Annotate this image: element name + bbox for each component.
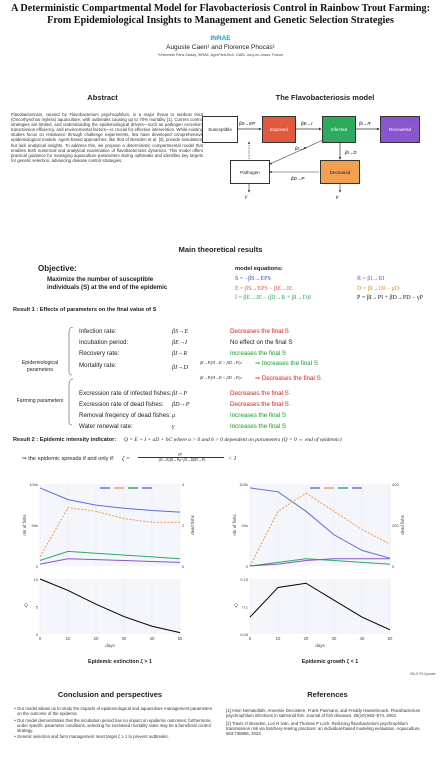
zeta-rhs: < 1 [228,456,237,462]
row-sym: βD→P [172,401,190,408]
title-line-1: A Deterministic Compartmental Model for Flavobacteriosis Control in Rainbow Trout Farming: [11,3,430,14]
authors: Auguste Caen¹ and Florence Phocas¹ [166,44,275,51]
diagram-arrows [195,110,430,200]
label-e-i: βE→I [301,121,313,126]
label-s-e: βS→EP [239,121,256,126]
mortality-effect-1: ⇒ Increases the final S [255,360,318,367]
objective-label: Objective: [38,264,77,273]
row-effect: Increases the final S [230,412,287,419]
reference-item: [1] Amin Nematollahi, Annemie Decostere, Frank Pasmans, and Freddy Haesebrouck. Flavobacterium psychrophilum infections in salmonid fish. Journal of fish diseases, 26(10):563–574, 2003. [226,708,421,719]
y-tick-label: 100k [239,482,248,487]
theory-heading: Main theoretical results [178,245,263,254]
conclusion-item: • Genetic selection and farm management must target ζ ≥ 1 to prevent outbreaks. [17,734,215,739]
exposed-box: Exposed [262,116,296,143]
recovered-box: Recovered [380,116,420,143]
eq-r: Ṙ = βI→RI [357,276,385,282]
group-farm: Farming parameters [16,398,64,404]
x-tick-label: 20 [303,636,309,641]
y2-tick-label: 400 [392,482,399,487]
q-tick-label: 10 [33,577,38,582]
row-name: Excression rate of dead fishes: [79,401,164,408]
q-axis-label: Q [234,602,238,608]
row-effect: Decreases the final S [230,401,289,408]
eq-s: Ṡ = −βS→EPS [235,276,271,282]
q-tick-label: 0.05 [240,632,248,637]
y2-tick-label: 200 [392,523,399,528]
q-tick-label: 0.15 [240,577,248,582]
equations-left [235,275,311,304]
y-tick-label: 0 [35,564,38,569]
conclusion-list [0,706,215,741]
row-name: Removal freqency of dead fishes: [79,412,171,419]
row-effect: Decreases the final S [230,328,289,335]
x-tick-label: 40 [359,636,365,641]
row-effect: Increases the final S [230,423,287,430]
inrae-logo: INRAE [210,35,231,42]
plot-q-panel [250,579,390,634]
row-name: Excression rate of infected fishes: [79,390,172,397]
row-name: Incubation period: [79,339,129,346]
label-mu: μ [336,194,339,199]
q-tick-label: 0.1 [242,604,248,610]
x-tick-label: 50 [387,636,393,641]
zeta-lhs: ζ = [122,456,130,462]
eq-p: Ṗ = βI→PI + βD→PD − γP [357,295,423,301]
pathogen-box: Pathogen [230,160,270,184]
deceased-box: Deceased [320,160,360,184]
y-tick-label: 50k [241,523,248,528]
y2-axis-label: dead fishs [190,515,195,535]
simulation-plots [0,474,441,659]
x-tick-label: 10 [275,636,281,641]
group-braces [68,327,74,427]
y2-tick-label: 2 [182,523,185,528]
left-plot-caption: Epidemic extinction ζ > 1 [87,659,153,665]
spread-text: ⇒ the epidemic spreads if and only if: [22,456,115,462]
y-tick-label: 100k [29,482,38,487]
result2-formula: Q = E + I + aD + bC where a > 0 and b > 0 dependent on parameters (Q = 0 ⇔ end of epidemic) [124,437,342,443]
row-sym: βI→P [172,390,188,397]
label-gamma: γ [245,194,248,199]
mortality-cond-1: βI→P/βI→R > βD→P/μ [200,360,242,365]
zeta-frac-bot: βS→E(βI→Pμ+βI→DβD→P) [158,458,206,462]
x-axis-label: days [315,643,325,648]
eq-e: Ė = βS→EPS − βE→IE [235,285,293,292]
label-d-p: βD→P [291,176,305,181]
label-i-r: βI→R [359,121,371,126]
row-effect: Increases the final S [230,350,287,357]
row-sym: βI→R [172,350,188,357]
row-effect: Decreases the final S [230,390,289,397]
y2-tick-label: 0 [392,564,395,569]
x-tick-label: 0 [38,636,42,641]
x-tick-label: 30 [331,636,337,641]
conclusion-item: • Our model demonstrates that the incubation period has no impact on epidemic outcomes; furthermore, under specific parameter conditions, selecting for increased mortality rates may be a beneficial control strategy. [17,718,215,733]
model-heading: The Flavobacteriosis model [275,93,375,102]
row-sym: βI→D [172,364,188,371]
mortality-effect-2: ⇒ Decreases the final S [255,375,321,382]
group-epi: Epidemiological parameters [21,360,59,373]
label-i-p: βI→P [295,146,307,151]
y2-axis-label: dead fishs [400,515,405,535]
susceptible-box: Susceptible [202,116,238,143]
conclusion-heading: Conclusion and perspectives [57,690,163,699]
abstract-heading: Abstract [87,93,118,102]
row-name: Infection rate: [79,328,117,335]
mortality-cond-2: βI→P/βI→R < βD→P/μ [200,375,242,380]
references-heading: References [307,690,348,699]
row-name: Water renewal rate: [79,423,133,430]
row-sym: μ [172,412,176,419]
x-tick-label: 20 [93,636,99,641]
poster-title [0,3,441,26]
row-sym: γ [172,423,175,430]
q-tick-label: 5 [35,604,38,610]
zeta-frac-top: γμ [178,451,182,456]
result2-heading: Result 2 : Epidemic intensity indicator: [13,437,117,443]
conclusion-item: • Our model allows us to study the impacts of epidemiological and aquaculture management parameters on the outcome of the epidemic. [17,706,215,716]
y2-tick-label: 4 [182,482,185,487]
x-axis-label: days [105,643,115,648]
title-line-2: From Epidemiological Insights to Management and Genetic Selection Strategies [47,14,394,26]
x-tick-label: 40 [149,636,155,641]
infected-box: Infected [322,116,356,143]
references-list [226,708,426,736]
eq-i: İ = βE→IE − (βI→R + βI→D)I [235,295,311,301]
eq-d: Ḋ = βI→DI − μD [357,285,400,292]
x-tick-label: 10 [65,636,71,641]
y-axis-label: nbr of fishs [232,514,237,536]
x-tick-label: 50 [177,636,183,641]
y-axis-label: nbr of fishs [22,514,27,536]
y-tick-label: 0 [245,564,248,569]
equations-label: model equations: [235,266,283,272]
affiliation: ¹Université Paris-Saclay, INRAE, AgroParisTech, GABI, Jouy-en-Josas, France [157,53,284,57]
q-tick-label: 0 [35,632,38,637]
footer-tag: ISiLS FiLi/poster [410,672,436,676]
row-name: Recovery rate: [79,350,120,357]
y2-tick-label: 0 [182,564,185,569]
reference-item: [2] Travis O Brenden, Lori N Ivan, and Thomas P Loch. Reducing flavobacterium psychrophilum transmission risk via hatchery-rearing practices: an individual-based modeling evaluation. Aquaculture, 563:738868, 2023. [226,721,421,737]
x-tick-label: 0 [248,636,252,641]
row-name: Mortality rate: [79,362,117,369]
objective-text-2: individuals (S) at the end of the epidemic [47,284,168,291]
result1-heading: Result 1 : Effects of parameters on the final value of S [13,307,157,313]
right-plot-caption: Epidemic growth ζ < 1 [301,659,359,665]
q-axis-label: Q [24,602,28,608]
row-sym: βE→I [172,339,188,346]
y-tick-label: 50k [31,523,38,528]
row-sym: βS→E [172,328,189,335]
row-effect: No effect on the final S [230,339,293,346]
equations-right [357,275,423,304]
objective-text-1: Maximize the number of susceptible [47,276,154,283]
abstract-text: Flavobacteriosis, caused by Flavobacterium psychrophilum, is a major threat to rainbow trout (Oncorhynchus mykiss) aquaculture, with outbreaks causing up to 70% mortality [1]. Current control strategies are limited, and understanding the epidemiological drivers—such as pathogen excretion, transmission efficiency, and environmental factors—is crucial for effective intervention. While existing studies focus on resistance through challenge experiments, few have developed comprehensive epidemiological models. Agent-based approaches, like that of Brenden et al. [2], provide simulations but lack analytical insights. To address this, we propose a deterministic compartmental model that enables both numerical and analytical examination of flavobacteriosis dynamics. This model offers practical guidance for managing aquaculture parameters during outbreaks and identifies key targets for genetic selection, advancing disease control strategies. [11,112,203,163]
x-tick-label: 30 [121,636,127,641]
label-i-d: βI→D [345,150,357,155]
